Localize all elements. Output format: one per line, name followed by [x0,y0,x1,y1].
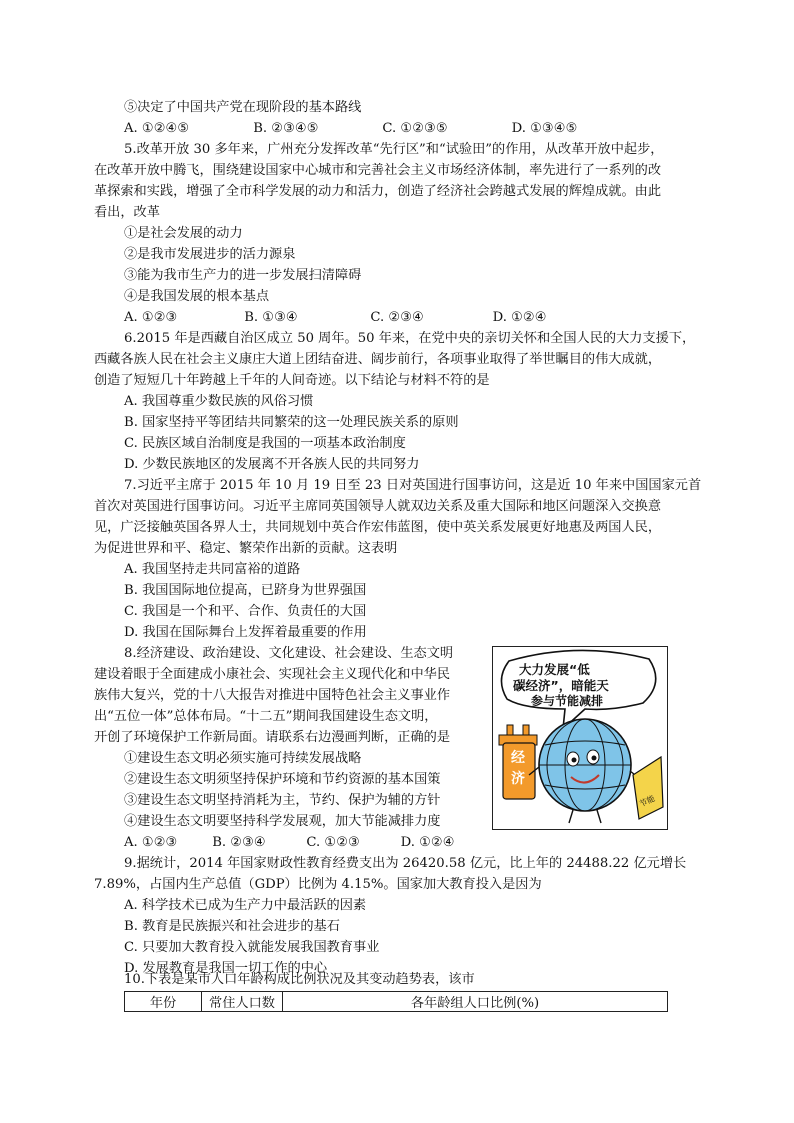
q7-stem-line-2: 首次对英国进行国事访问。习近平主席同英国领导人就双边关系及重大国际和地区问题深入交换意 [94,499,662,514]
q6-stem-line-1: 6.2015 年是西藏自治区成立 50 周年。50 年来，在党中央的亲切关怀和全国人民的大力支援下， [124,331,696,346]
q5-item-4: ④是我国发展的根本基点 [124,289,270,304]
q7-stem-line-1: 7.习近平主席于 2015 年 10 月 19 日至 23 日对英国进行国事访问，这是近 10 年来中国国家元首 [124,478,702,493]
speech-text-line-1: 大力发展“低 [519,662,590,677]
q8-option-c: C. ①②③ [306,835,360,850]
header-population: 常住人口数 [202,992,283,1012]
q9-option-b: B. 教育是民族振兴和社会进步的基石 [124,919,340,934]
q5-stem-line-1: 5.改革开放 30 多年来，广州充分发挥改革“先行区”和“试验田”的作用，从改革开放中起步， [124,142,664,157]
q9-stem-line-1: 9.据统计，2014 年国家财政性教育经费支出为 26420.58 亿元，比上年的 24488.22 亿元增长 [124,856,687,871]
q4-option-a: A. ①②④⑤ [124,121,190,136]
globe-character [529,719,643,823]
speech-text-line-2: 碳经济”，暗能天 [513,678,609,693]
q8-stem-line-5: 开创了环境保护工作新局面。请联系右边漫画判断，正确的是 [94,730,451,745]
q5-option-a: A. ①②③ [124,310,178,325]
q7-stem-line-3: 见，广泛接触英国各界人士，共同规划中英合作宏伟蓝图，使中英关系发展更好地惠及两国人民， [94,520,662,535]
q4-item-5: ⑤决定了中国共产党在现阶段的基本路线 [124,100,362,115]
q10-stem: 10.下表是某市人口年龄构成比例状况及其变动趋势表，该市 [124,972,475,987]
q4-option-d: D. ①③④⑤ [511,121,578,136]
q8-item-3: ③建设生态文明坚持消耗为主，节约、保护为辅的方针 [124,793,441,808]
q8-stem-line-3: 族伟大复兴，党的十八大报告对推进中国特色社会主义事业作 [94,688,451,703]
q5-stem-line-3: 革探索和实践，增强了全市科学发展的动力和活力，创造了经济社会跨越式发展的辉煌成就。由此 [94,184,662,199]
q9-option-c: C. 只要加大教育投入就能发展我国教育事业 [124,940,380,955]
q5-option-b: B. ①③④ [244,310,298,325]
q8-option-b: B. ②③④ [212,835,266,850]
q4-option-c: C. ①②③⑤ [382,121,448,136]
cartoon-illustration [493,647,666,828]
q8-item-1: ①建设生态文明必须实施可持续发展战略 [124,751,362,766]
q6-option-b: B. 国家坚持平等团结共同繁荣的这一处理民族关系的原则 [124,415,459,430]
q5-option-d: D. ①②④ [492,310,547,325]
q8-item-2: ②建设生态文明须坚持保护环境和节约资源的基本国策 [124,772,441,787]
q5-stem-line-4: 看出，改革 [94,205,160,220]
q6-option-a: A. 我国尊重少数民族的风俗习惯 [124,394,314,409]
q5-options [124,308,547,328]
tag-text: 节能 [638,793,657,809]
q5-option-c: C. ②③④ [370,310,424,325]
q8-options [124,833,455,853]
speech-text-line-3: 参与节能减排 [531,694,604,708]
q8-stem-line-4: 出“五位一体”总体布局。“十二五”期间我国建设生态文明， [94,709,438,724]
q5-item-1: ①是社会发展的动力 [124,226,243,241]
q8-cartoon [492,646,668,830]
table-header-row [125,992,668,1012]
q7-option-c: C. 我国是一个和平、合作、负责任的大国 [124,604,367,619]
sign-char-2: 济 [511,771,525,787]
header-age-ratio: 各年龄组人口比例(%) [283,992,668,1012]
q7-option-a: A. 我国坚持走共同富裕的道路 [124,562,301,577]
q6-stem-line-3: 创造了短短几十年跨越上千年的人间奇迹。以下结论与材料不符的是 [94,373,490,388]
economy-sign [499,725,537,799]
q5-item-3: ③能为我市生产力的进一步发展扫清障碍 [124,268,362,283]
q9-option-a: A. 科学技术已成为生产力中最活跃的因素 [124,898,367,913]
energy-tag [633,757,663,819]
q9-stem-line-2: 7.89%，占国内生产总值（GDP）比例为 4.15%。国家加大教育投入是因为 [94,877,542,892]
q5-stem-line-2: 在改革开放中腾飞，围绕建设国家中心城市和完善社会主义市场经济体制，率先进行了一系列的改 [94,163,662,178]
q6-stem-line-2: 西藏各族人民在社会主义康庄大道上团结奋进、阔步前行，各项事业取得了举世瞩目的伟大成就， [94,352,662,367]
q7-stem-line-4: 为促进世界和平、稳定、繁荣作出新的贡献。这表明 [94,541,398,556]
q7-option-d: D. 我国在国际舞台上发挥着最重要的作用 [124,625,367,640]
q6-option-c: C. 民族区域自治制度是我国的一项基本政治制度 [124,436,406,451]
q8-stem-line-1: 8.经济建设、政治建设、文化建设、社会建设、生态文明 [124,646,454,661]
header-year: 年份 [125,992,202,1012]
q8-option-a: A. ①②③ [124,835,178,850]
q8-option-d: D. ①②④ [400,835,455,850]
q8-stem-line-2: 建设着眼于全面建成小康社会、实现社会主义现代化和中华民 [94,667,451,682]
q7-option-b: B. 我国国际地位提高，已跻身为世界强国 [124,583,367,598]
q6-option-d: D. 少数民族地区的发展离不开各族人民的共同努力 [124,457,420,472]
population-table [124,991,668,1012]
q9-option-d: D. 发展教育是我国一切工作的中心 [124,961,328,976]
q4-options [124,119,577,139]
q8-item-4: ④建设生态文明要坚持科学发展观，加大节能减排力度 [124,814,441,829]
q5-item-2: ②是我市发展进步的活力源泉 [124,247,296,262]
sign-char-1: 经 [511,750,525,766]
q4-option-b: B. ②③④⑤ [253,121,319,136]
